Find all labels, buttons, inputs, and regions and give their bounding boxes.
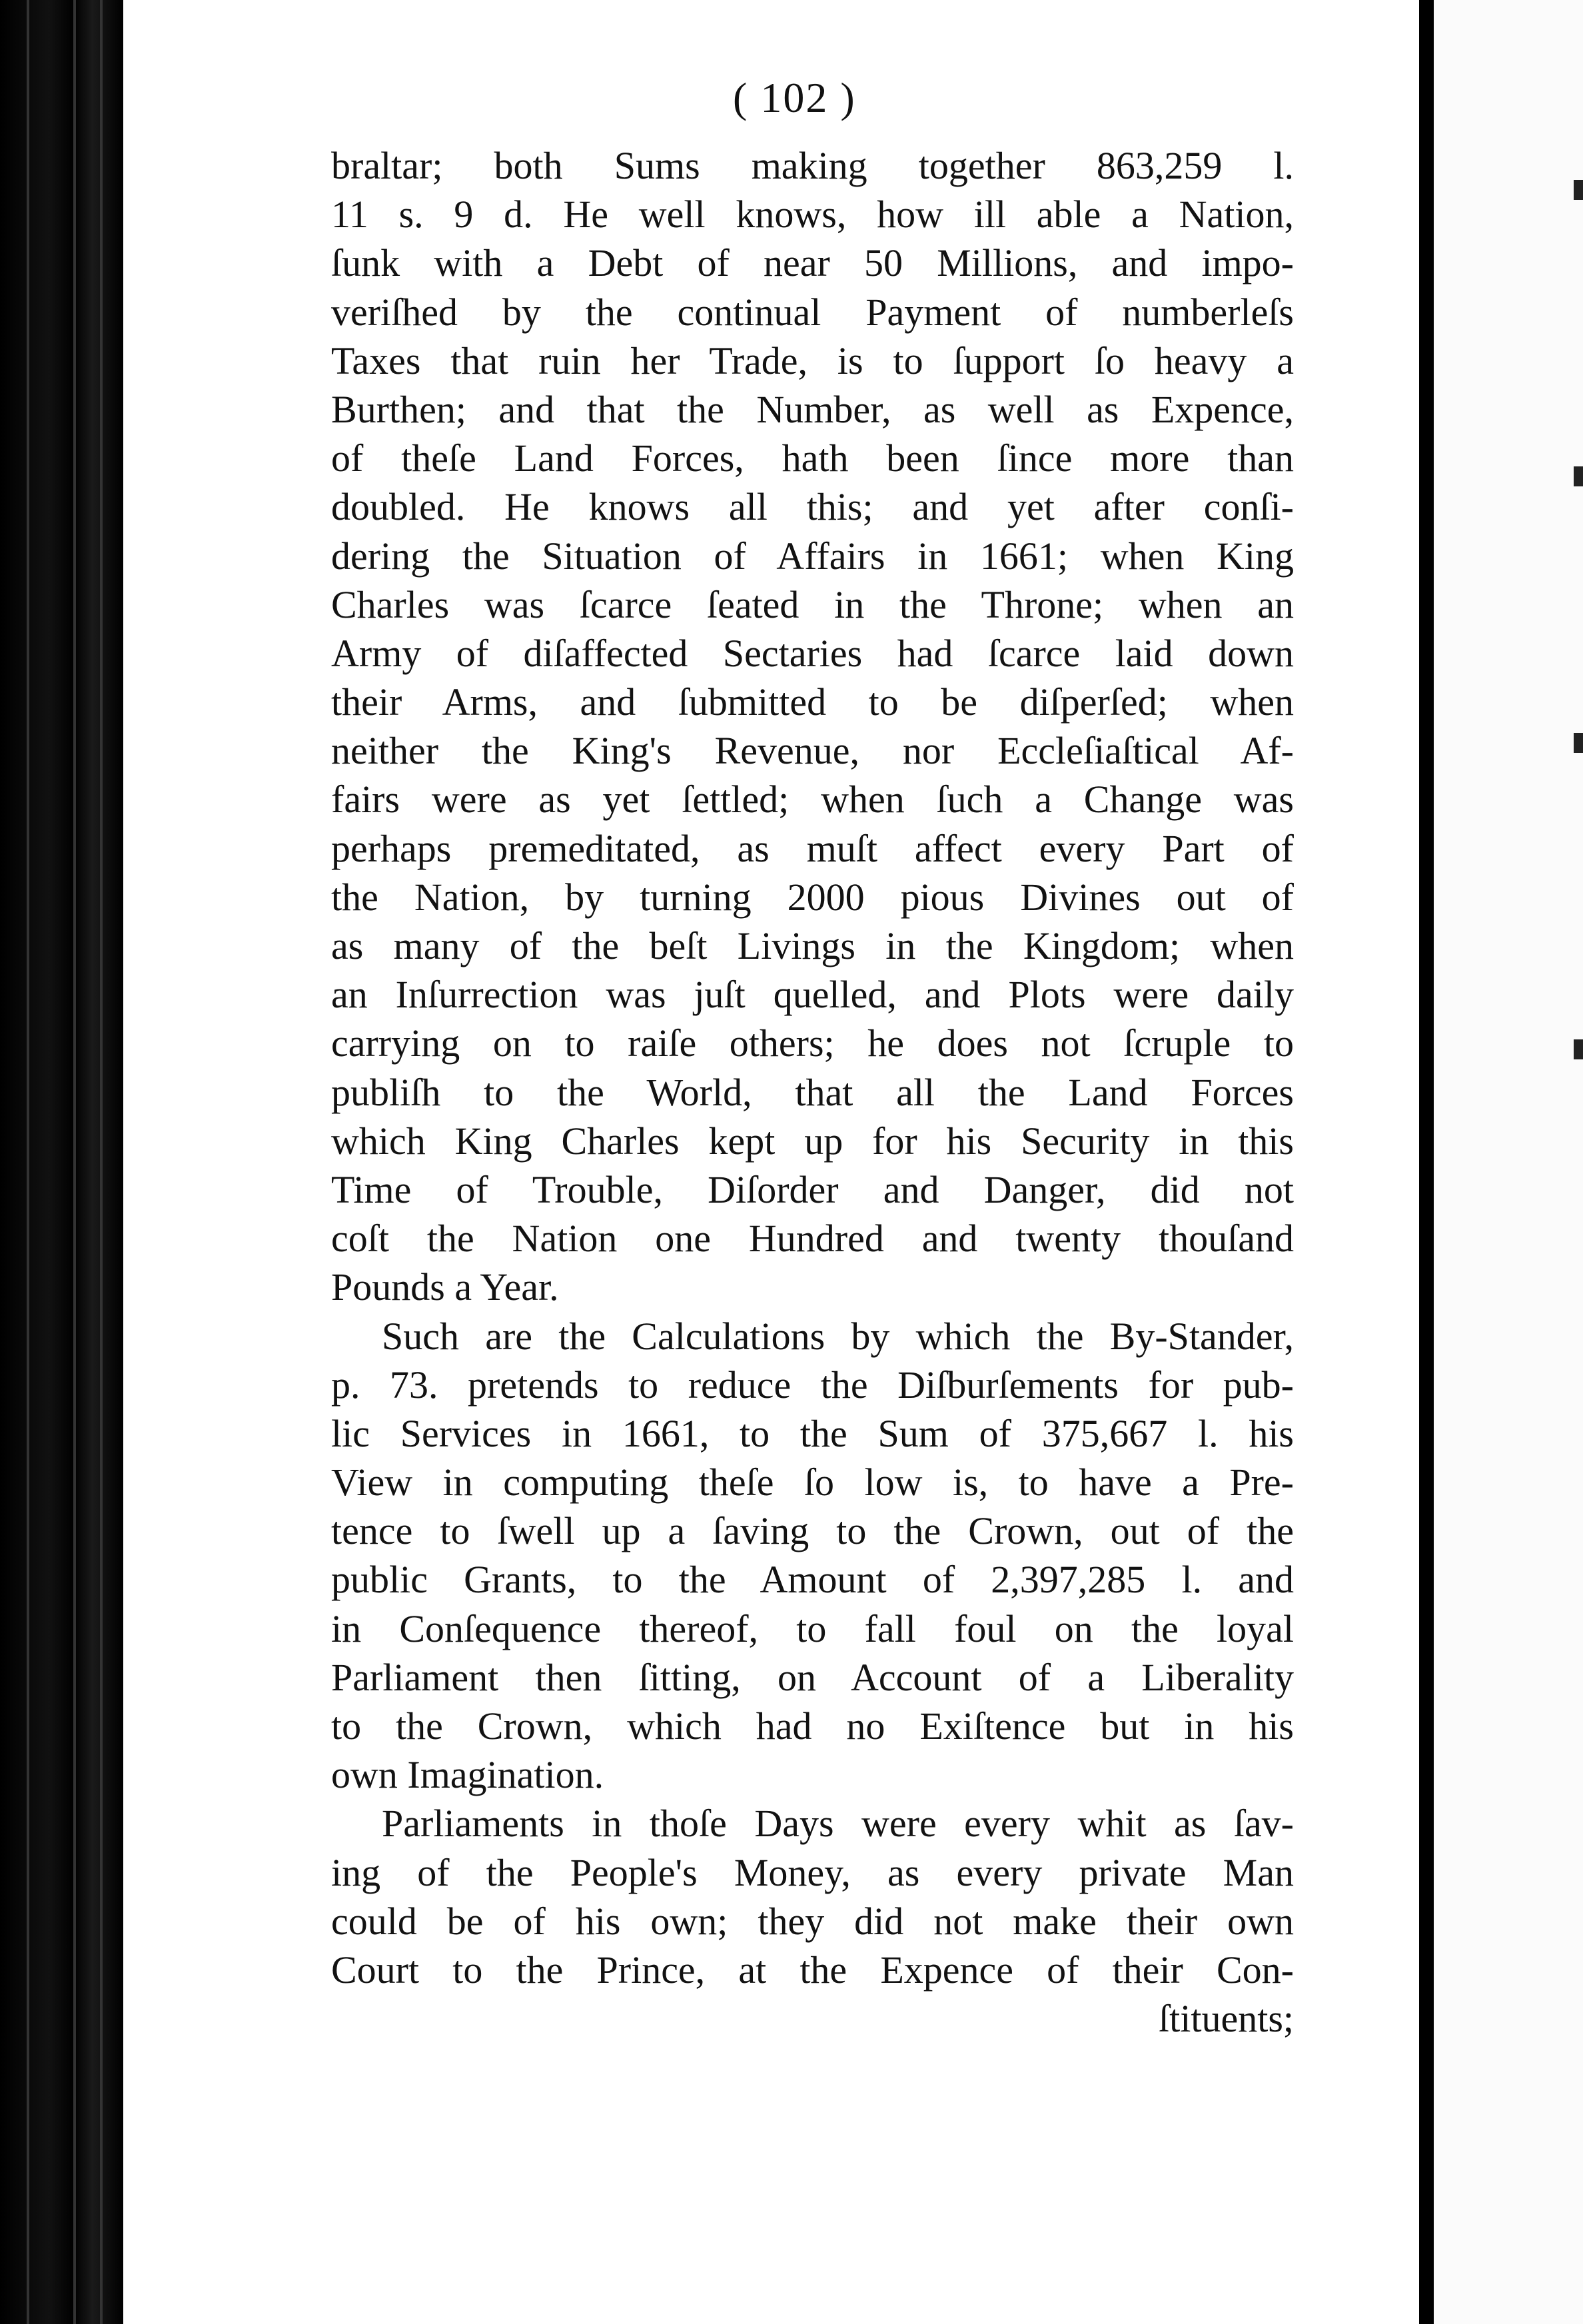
text-line: Pounds a Year. — [331, 1265, 559, 1309]
text-line: the Nation, by turning 2000 pious Divines out of — [331, 875, 1294, 919]
adjacent-page-mark — [1574, 180, 1583, 200]
page-gutter — [1419, 0, 1434, 2324]
text-line: to the Crown, which had no Exiſtence but in his — [331, 1704, 1294, 1748]
text-line: veriſhed by the continual Payment of numberleſs — [331, 290, 1294, 334]
text-line: could be of his own; they did not make their own — [331, 1899, 1294, 1943]
text-line: doubled. He knows all this; and yet after conſi- — [331, 485, 1294, 529]
text-line: Burthen; and that the Number, as well as Expence, — [331, 387, 1294, 431]
text-line: fairs were as yet ſettled; when ſuch a Change was — [331, 778, 1294, 822]
adjacent-page-mark — [1574, 733, 1583, 753]
text-line: their Arms, and ſubmitted to be diſperſed; when — [331, 680, 1294, 724]
text-line: an Inſurrection was juſt quelled, and Plots were daily — [331, 973, 1294, 1017]
text-line: carrying on to raiſe others; he does not ſcruple to — [331, 1021, 1294, 1065]
text-line: perhaps premeditated, as muſt affect every Part of — [331, 826, 1294, 870]
text-line: 11 s. 9 d. He well knows, how ill able a Nation, — [331, 193, 1294, 237]
text-line: public Grants, to the Amount of 2,397,285 l. and — [331, 1558, 1294, 1602]
binding-rule — [73, 0, 76, 2324]
text-line: p. 73. pretends to reduce the Diſburſements for pub- — [331, 1363, 1294, 1407]
body-text — [331, 141, 1294, 2043]
text-line: View in computing theſe ſo low is, to have a Pre- — [331, 1460, 1294, 1504]
text-line: lic Services in 1661, to the Sum of 375,667 l. his — [331, 1411, 1294, 1455]
binding-rule — [27, 0, 29, 2324]
text-line: neither the King's Revenue, nor Eccleſiaſtical Af- — [331, 729, 1294, 773]
text-line: Time of Trouble, Diſorder and Danger, did not — [331, 1167, 1294, 1211]
adjacent-page-mark — [1574, 466, 1583, 486]
text-line: ſunk with a Debt of near 50 Millions, and impo- — [331, 241, 1294, 285]
text-line: tence to ſwell up a ſaving to the Crown, out of the — [331, 1509, 1294, 1553]
text-line: Taxes that ruin her Trade, is to ſupport ſo heavy a — [331, 338, 1294, 382]
book-binding — [0, 0, 123, 2324]
text-line: Parliaments in thoſe Days were every whit as ſav- — [382, 1802, 1294, 1846]
page-number: ( 102 ) — [733, 74, 856, 121]
adjacent-page-edge — [1434, 0, 1583, 2324]
text-line: Parliament then ſitting, on Account of a Liberality — [331, 1655, 1294, 1699]
text-line: of theſe Land Forces, hath been ſince more than — [331, 436, 1294, 480]
text-line: ing of the People's Money, as every private Man — [331, 1850, 1294, 1894]
binding-rule — [100, 0, 103, 2324]
text-line: braltar; both Sums making together 863,259 l. — [331, 144, 1294, 187]
text-line: Court to the Prince, at the Expence of their Con- — [331, 1948, 1294, 1992]
text-line: publiſh to the World, that all the Land Forces — [331, 1070, 1294, 1114]
adjacent-page-mark — [1574, 1039, 1583, 1059]
text-line: Army of diſaffected Sectaries had ſcarce laid down — [331, 631, 1294, 675]
text-line: own Imagination. — [331, 1753, 604, 1797]
text-line: dering the Situation of Affairs in 1661; when King — [331, 534, 1294, 578]
text-line: Charles was ſcarce ſeated in the Throne; when an — [331, 582, 1294, 626]
text-line: as many of the beſt Livings in the Kingdom; when — [331, 924, 1294, 967]
text-line: Such are the Calculations by which the By-Stander, — [382, 1314, 1294, 1358]
text-line: in Conſequence thereof, to fall foul on the loyal — [331, 1606, 1294, 1650]
text-line: coſt the Nation one Hundred and twenty thouſand — [331, 1217, 1294, 1261]
text-line: ſtituents; — [1159, 1997, 1294, 2041]
text-line: which King Charles kept up for his Security in this — [331, 1119, 1294, 1163]
